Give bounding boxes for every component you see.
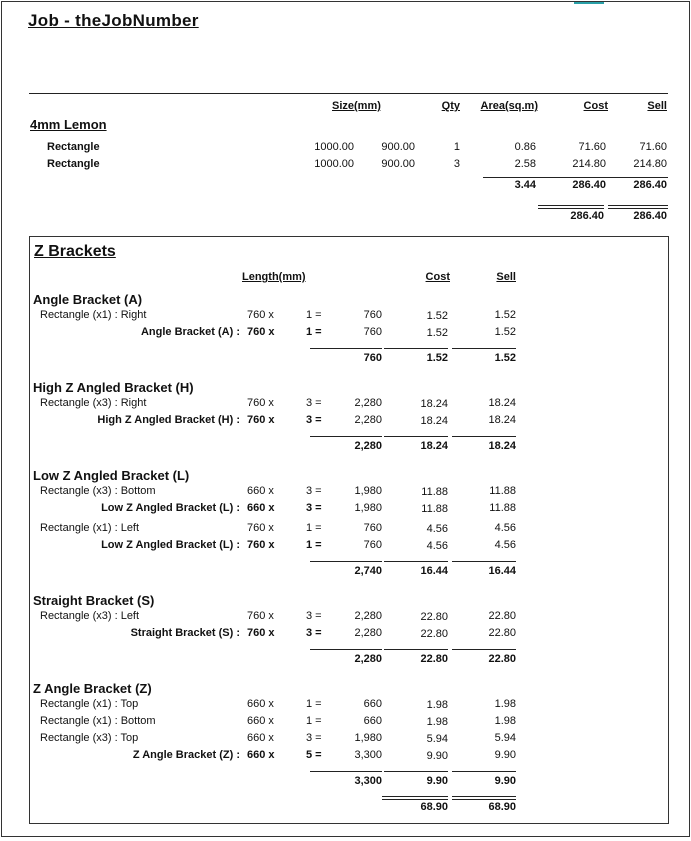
bracket-line-sell: 1.52 (494, 309, 516, 321)
bracket-category-title: Straight Bracket (S) (33, 593, 155, 608)
bracket-qty: 1 = (306, 309, 322, 321)
category-subtotal-total: 3,300 (354, 775, 382, 787)
area-header: Area(sq.m) (480, 100, 538, 112)
grand-sell-rule (452, 796, 516, 800)
bracket-length: 760 x (247, 397, 274, 409)
bracket-line-sell: 1.98 (494, 698, 516, 710)
bracket-line-sell: 22.80 (488, 610, 516, 622)
bracket-qty: 3 = (306, 610, 322, 622)
header-rule (29, 93, 668, 94)
bracket-length: 660 x (247, 698, 274, 710)
bracket-line-sell: 18.24 (488, 397, 516, 409)
subtotal-rule (310, 649, 382, 650)
bracket-line-total: 660 (363, 698, 382, 710)
bracket-line-sell: 5.94 (494, 732, 516, 744)
row-sell: 214.80 (633, 158, 667, 170)
subtotal-rule (310, 561, 382, 562)
bracket-length: 660 x (247, 502, 275, 514)
bracket-summary-label: Angle Bracket (A) : (140, 326, 240, 338)
bracket-summary-label: High Z Angled Bracket (H) : (97, 414, 240, 426)
subtotal-rule (452, 348, 516, 349)
bracket-qty: 5 = (306, 749, 322, 761)
bracket-qty: 3 = (306, 414, 322, 426)
size-header: Size(mm) (332, 100, 381, 112)
bracket-cost-header: Cost (425, 271, 450, 283)
material-group-title: 4mm Lemon (30, 117, 107, 132)
bracket-line-sell: 18.24 (488, 414, 516, 426)
bracket-qty: 1 = (306, 326, 322, 338)
bracket-qty: 3 = (306, 732, 322, 744)
row-height: 900.00 (381, 141, 415, 153)
bracket-length: 760 x (247, 309, 274, 321)
subtotal-cost: 286.40 (572, 179, 606, 191)
bracket-qty: 1 = (306, 522, 322, 534)
bracket-line-total: 2,280 (354, 397, 382, 409)
category-subtotal-sell: 22.80 (488, 653, 516, 665)
bracket-line-cost: 18.24 (420, 415, 448, 427)
bracket-line-cost: 5.94 (426, 733, 448, 745)
category-subtotal-cost: 22.80 (420, 653, 448, 665)
category-subtotal-sell: 1.52 (494, 352, 516, 364)
subtotal-rule (452, 436, 516, 437)
subtotal-area: 3.44 (514, 179, 536, 191)
bracket-line-cost: 18.24 (420, 398, 448, 410)
subtotal-rule (310, 436, 382, 437)
length-header: Length(mm) (242, 271, 306, 283)
bracket-line-label: Rectangle (x3) : Left (40, 610, 140, 622)
bracket-line-label: Rectangle (x1) : Top (40, 698, 139, 710)
subtotal-rule (384, 436, 448, 437)
cost-header: Cost (583, 100, 608, 112)
subtotal-rule (384, 771, 448, 772)
total-cost-rule (538, 205, 604, 209)
bracket-length: 760 x (247, 627, 275, 639)
bracket-qty: 3 = (306, 502, 322, 514)
bracket-summary-label: Low Z Angled Bracket (L) : (101, 502, 240, 514)
bracket-line-total: 1,980 (354, 502, 382, 514)
bracket-line-cost: 22.80 (420, 611, 448, 623)
bracket-line-cost: 11.88 (421, 503, 448, 515)
bracket-length: 760 x (247, 414, 275, 426)
subtotal-rule (384, 649, 448, 650)
bracket-line-total: 2,280 (354, 414, 382, 426)
bracket-qty: 1 = (306, 715, 322, 727)
bracket-line-cost: 4.56 (426, 540, 448, 552)
accent-mark (574, 2, 604, 4)
brackets-section (29, 236, 669, 824)
row-cost: 71.60 (578, 141, 606, 153)
row-qty: 1 (453, 141, 460, 153)
subtotal-rule (310, 348, 382, 349)
row-width: 1000.00 (314, 141, 354, 153)
brackets-title: Z Brackets (34, 243, 116, 260)
total-sell-rule (608, 205, 668, 209)
bracket-qty: 3 = (306, 627, 322, 639)
bracket-category-title: Low Z Angled Bracket (L) (33, 468, 190, 483)
row-sell: 71.60 (639, 141, 667, 153)
row-width: 1000.00 (314, 158, 354, 170)
bracket-qty: 3 = (306, 485, 322, 497)
subtotal-rule (384, 561, 448, 562)
bracket-length: 660 x (247, 749, 275, 761)
bracket-line-total: 760 (363, 309, 382, 321)
bracket-summary-label: Straight Bracket (S) : (130, 627, 240, 639)
bracket-summary-label: Low Z Angled Bracket (L) : (101, 539, 240, 551)
bracket-line-cost: 11.88 (421, 486, 448, 498)
bracket-line-cost: 4.56 (426, 523, 448, 535)
bracket-line-sell: 11.88 (489, 502, 516, 514)
bracket-line-total: 2,280 (354, 610, 382, 622)
category-subtotal-total: 2,280 (354, 440, 382, 452)
category-subtotal-total: 760 (363, 352, 382, 364)
bracket-length: 660 x (247, 485, 274, 497)
grand-cost-rule (382, 796, 448, 800)
bracket-line-total: 3,300 (354, 749, 382, 761)
bracket-length: 660 x (247, 715, 274, 727)
bracket-line-cost: 9.90 (426, 750, 448, 762)
bracket-line-cost: 22.80 (420, 628, 448, 640)
subtotal-rule (483, 177, 668, 178)
bracket-line-cost: 1.98 (426, 716, 448, 728)
bracket-length: 660 x (247, 732, 274, 744)
bracket-summary-label: Z Angle Bracket (Z) : (132, 749, 240, 761)
category-subtotal-total: 2,740 (354, 565, 382, 577)
category-subtotal-sell: 18.24 (488, 440, 516, 452)
total-sell: 286.40 (633, 210, 667, 222)
row-name: Rectangle (47, 141, 100, 153)
bracket-category-title: Z Angle Bracket (Z) (33, 681, 152, 696)
category-subtotal-cost: 16.44 (420, 565, 448, 577)
subtotal-rule (452, 771, 516, 772)
category-subtotal-sell: 9.90 (494, 775, 516, 787)
bracket-line-sell: 4.56 (494, 539, 516, 551)
bracket-line-total: 760 (363, 539, 382, 551)
row-name: Rectangle (47, 158, 100, 170)
category-subtotal-sell: 16.44 (488, 565, 516, 577)
bracket-length: 760 x (247, 539, 275, 551)
bracket-line-label: Rectangle (x1) : Left (40, 522, 140, 534)
bracket-qty: 1 = (306, 698, 322, 710)
bracket-line-total: 660 (363, 715, 382, 727)
bracket-line-total: 760 (363, 522, 382, 534)
subtotal-sell: 286.40 (633, 179, 667, 191)
bracket-category-title: Angle Bracket (A) (33, 292, 143, 307)
bracket-line-sell: 4.56 (494, 522, 516, 534)
bracket-line-total: 1,980 (354, 732, 382, 744)
row-height: 900.00 (381, 158, 415, 170)
bracket-line-cost: 1.52 (426, 327, 448, 339)
grand-total-sell: 68.90 (488, 801, 516, 813)
bracket-line-label: Rectangle (x3) : Bottom (40, 485, 156, 497)
subtotal-rule (452, 649, 516, 650)
subtotal-rule (452, 561, 516, 562)
bracket-line-cost: 1.98 (426, 699, 448, 711)
bracket-sell-header: Sell (496, 271, 516, 283)
bracket-line-total: 760 (363, 326, 382, 338)
bracket-line-total: 2,280 (354, 627, 382, 639)
qty-header: Qty (441, 100, 460, 112)
sell-header: Sell (647, 100, 667, 112)
bracket-qty: 1 = (306, 539, 322, 551)
bracket-line-sell: 22.80 (488, 627, 516, 639)
bracket-line-label: Rectangle (x3) : Right (40, 397, 147, 409)
grand-total-cost: 68.90 (420, 801, 448, 813)
bracket-line-sell: 9.90 (494, 749, 516, 761)
category-subtotal-total: 2,280 (354, 653, 382, 665)
row-cost: 214.80 (572, 158, 606, 170)
bracket-line-sell: 1.52 (494, 326, 516, 338)
bracket-line-cost: 1.52 (426, 310, 448, 322)
row-qty: 3 (453, 158, 460, 170)
category-subtotal-cost: 9.90 (426, 775, 448, 787)
subtotal-rule (310, 771, 382, 772)
bracket-line-label: Rectangle (x3) : Top (40, 732, 139, 744)
report-page (1, 1, 690, 837)
job-title: Job - theJobNumber (28, 11, 199, 30)
category-subtotal-cost: 1.52 (426, 352, 448, 364)
bracket-length: 760 x (247, 326, 275, 338)
bracket-line-total: 1,980 (354, 485, 382, 497)
bracket-line-label: Rectangle (x1) : Bottom (40, 715, 156, 727)
bracket-line-sell: 11.88 (489, 485, 516, 497)
bracket-category-title: High Z Angled Bracket (H) (33, 380, 194, 395)
total-cost: 286.40 (570, 210, 604, 222)
bracket-length: 760 x (247, 522, 274, 534)
bracket-qty: 3 = (306, 397, 322, 409)
bracket-line-sell: 1.98 (494, 715, 516, 727)
row-area: 0.86 (514, 141, 536, 153)
row-area: 2.58 (514, 158, 536, 170)
subtotal-rule (384, 348, 448, 349)
category-subtotal-cost: 18.24 (420, 440, 448, 452)
bracket-line-label: Rectangle (x1) : Right (40, 309, 147, 321)
bracket-length: 760 x (247, 610, 274, 622)
